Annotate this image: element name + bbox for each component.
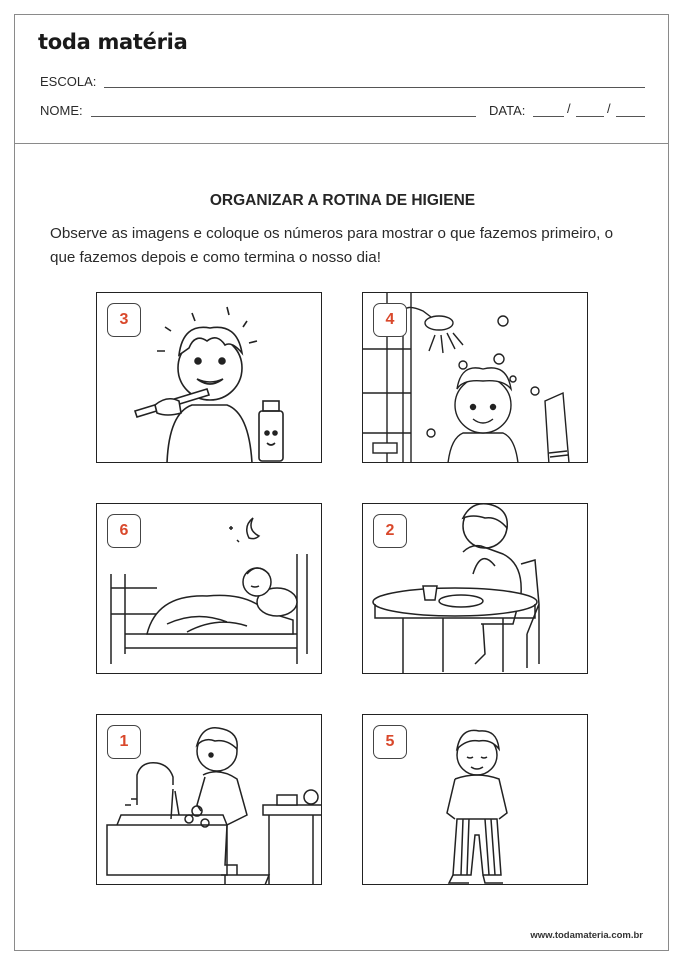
escola-input-line[interactable] xyxy=(104,87,645,88)
date-separator: / xyxy=(567,101,571,116)
number-box[interactable]: 2 xyxy=(373,514,407,548)
number-box[interactable]: 3 xyxy=(107,303,141,337)
routine-card xyxy=(96,292,322,463)
data-label: DATA: xyxy=(489,103,526,118)
date-separator: / xyxy=(607,101,611,116)
routine-card xyxy=(96,714,322,885)
routine-card xyxy=(362,292,588,463)
header-divider xyxy=(14,143,669,144)
date-year-line[interactable] xyxy=(616,116,645,117)
number-box[interactable]: 6 xyxy=(107,514,141,548)
brand-logo: toda matéria xyxy=(38,30,188,54)
page-title: ORGANIZAR A ROTINA DE HIGIENE xyxy=(209,192,476,209)
nome-label: NOME: xyxy=(40,103,83,118)
date-month-line[interactable] xyxy=(576,116,604,117)
number-box[interactable]: 1 xyxy=(107,725,141,759)
footer-website: www.todamateria.com.br xyxy=(530,930,643,941)
date-day-line[interactable] xyxy=(533,116,564,117)
routine-card xyxy=(362,714,588,885)
routine-card xyxy=(362,503,588,674)
nome-input-line[interactable] xyxy=(91,116,476,117)
number-box[interactable]: 4 xyxy=(373,303,407,337)
escola-label: ESCOLA: xyxy=(40,74,97,89)
routine-card xyxy=(96,503,322,674)
instructions-text: Observe as imagens e coloque os números para mostrar o que fazemos primeiro, o que fazemos depois e como termina o nosso dia! xyxy=(50,225,614,266)
number-box[interactable]: 5 xyxy=(373,725,407,759)
